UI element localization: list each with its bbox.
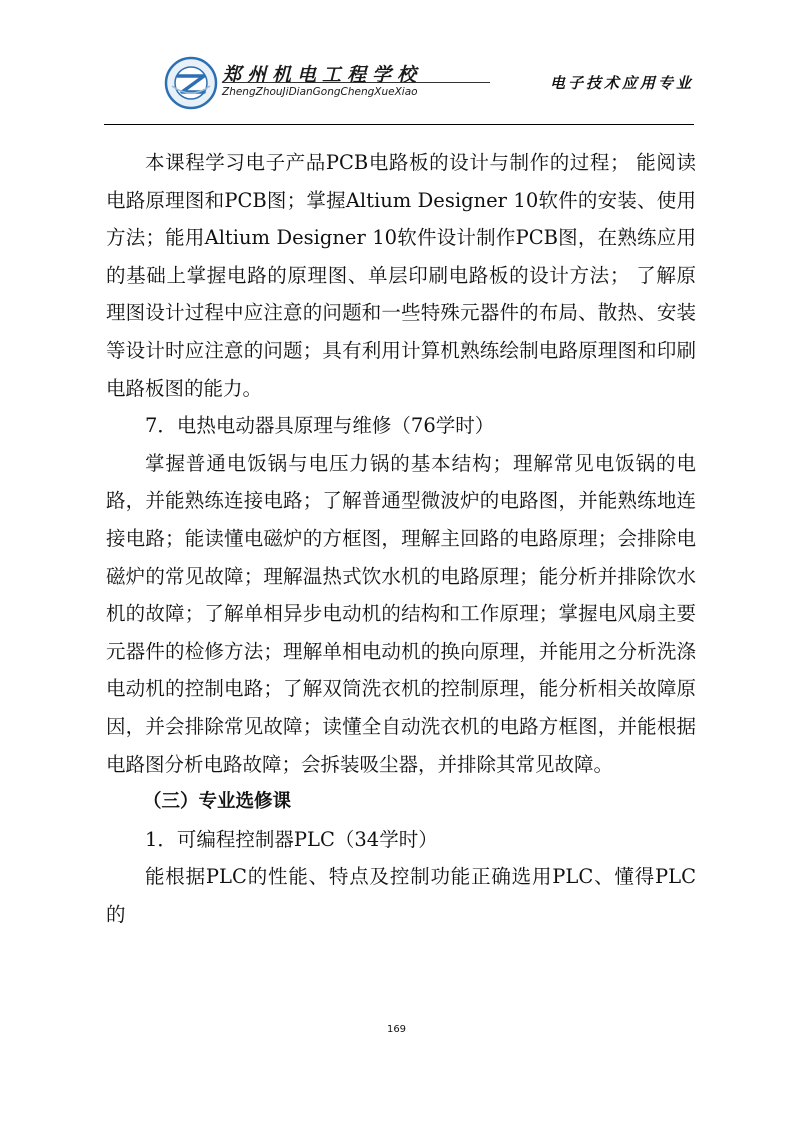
school-name-underline: [222, 82, 490, 83]
page-body: [106, 144, 696, 933]
paragraph-appliance-course: 掌握普通电饭锅与电压力锅的基本结构；理解常见电饭锅的电路，并能熟练连接电路；了解普通型微波炉的电路图，并能熟练地连接电路；能读懂电磁炉的方框图，理解主回路的电路原理；会排除电磁炉的常见故障；理解温热式饮水机的电路原理；能分析并排除饮水机的故障；了解单相异步电动机的结构和工作原理；掌握电风扇主要元器件的检修方法；理解单相电动机的换向原理，并能用之分析洗涤电动机的控制电路；了解双筒洗衣机的控制原理，能分析相关故障原因，并会排除常见故障；读懂全自动洗衣机的电路方框图，并能根据电路图分析电路故障；会拆装吸尘器，并排除其常见故障。: [106, 451, 696, 776]
school-emblem-icon: [164, 56, 218, 110]
school-name-cn: 郑州机电工程学校: [222, 64, 423, 86]
page-header: [104, 52, 694, 124]
school-name-en: ZhengZhouJiDianGongChengXueXiao: [222, 86, 418, 98]
paragraph-pcb-course: 本课程学习电子产品PCB电路板的设计与制作的过程； 能阅读电路原理图和PCB图；掌握Altium Designer 10软件的安装、使用方法；能用Altium Designer 10软件设计制作PCB图，在熟练应用的基础上掌握电路的原理图、单层印刷电路板的设计方法； 了解原理图设计过程中应注意的问题和一些特殊元器件的布局、散热、安装等设计时应注意的问题；具有利用计算机熟练绘制电路原理图和印刷电路板图的能力。: [106, 151, 696, 400]
page-number: 169: [386, 1024, 407, 1035]
header-divider: [104, 124, 694, 125]
heading-course-7: 7．电热电动器具原理与维修（76学时）: [145, 414, 495, 438]
heading-course-plc: 1．可编程控制器PLC（34学时）: [145, 827, 438, 851]
major-title: 电子技术应用专业: [549, 74, 694, 92]
heading-elective-courses: （三）专业选修课: [143, 791, 292, 813]
paragraph-plc-course: 能根据PLC的性能、特点及控制功能正确选用PLC、懂得PLC的: [106, 865, 696, 926]
